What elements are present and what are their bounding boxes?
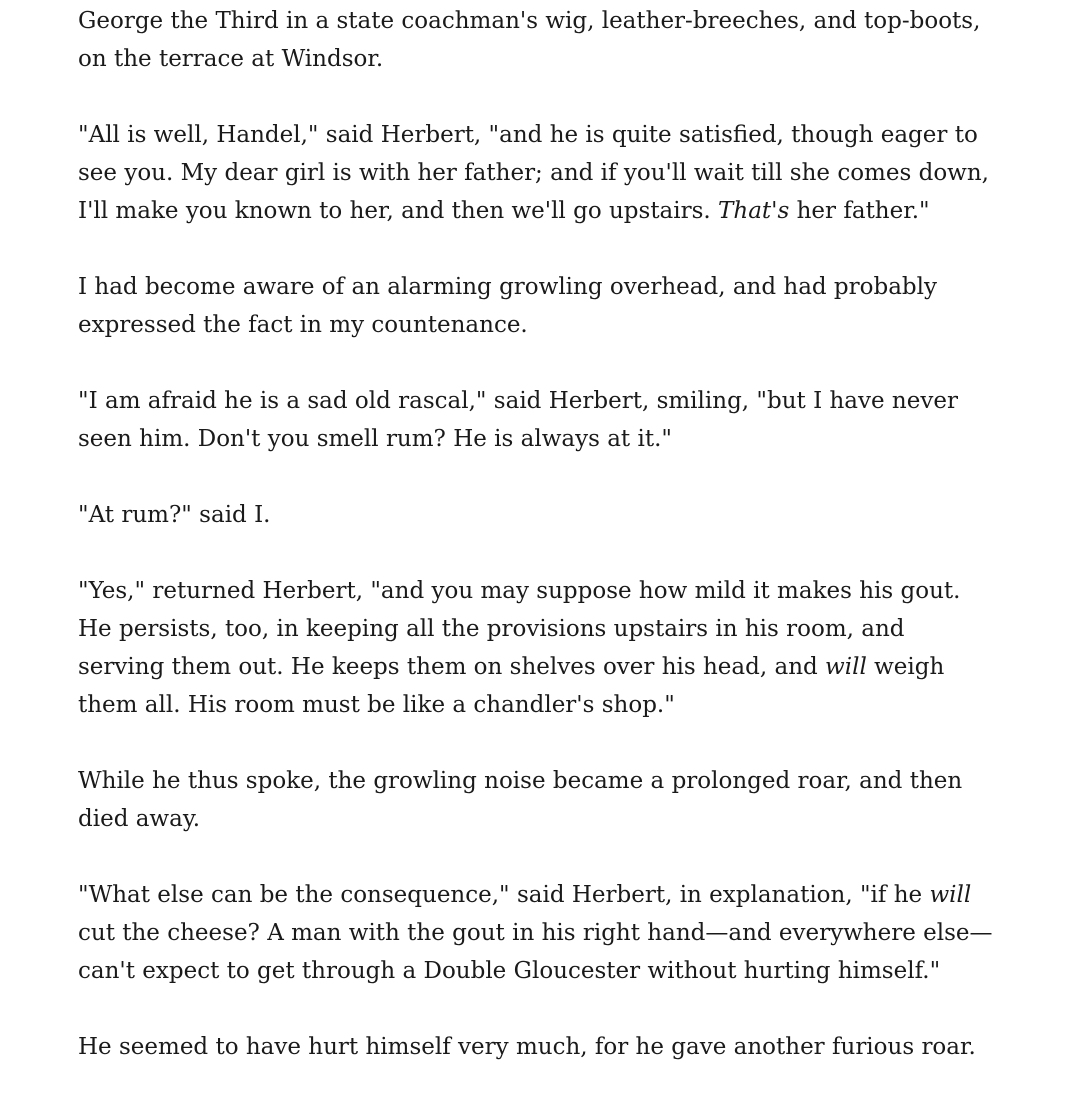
text-run: them all. His room must be like a chandler's shop." [78, 692, 675, 718]
italic-run: That's [718, 198, 790, 224]
paragraph [78, 496, 1018, 534]
text-run: seen him. Don't you smell rum? He is always at it." [78, 426, 672, 452]
text-line [78, 572, 1018, 610]
text-line [78, 762, 1018, 800]
text-run: "At rum?" said I. [78, 502, 271, 528]
text-run: weigh [866, 654, 945, 680]
text-line [78, 2, 1018, 40]
text-run: I'll make you known to her, and then we'll go upstairs. [78, 198, 719, 224]
text-run: "What else can be the consequence," said Herbert, in explanation, "if he [78, 882, 930, 908]
text-line [78, 382, 1018, 420]
text-run: While he thus spoke, the growling noise became a prolonged roar, and then [78, 768, 963, 794]
book-text [78, 2, 1018, 1066]
text-line [78, 914, 1018, 952]
text-run: expressed the fact in my countenance. [78, 312, 528, 338]
paragraph [78, 116, 1018, 230]
text-run: George the Third in a state coachman's wig, leather-breeches, and top-boots, [78, 8, 981, 34]
text-run: "I am afraid he is a sad old rascal," said Herbert, smiling, "but I have never [78, 388, 958, 414]
text-line [78, 610, 1018, 648]
text-line [78, 952, 1018, 990]
text-run: her father." [789, 198, 930, 224]
text-run: He seemed to have hurt himself very much, for he gave another furious roar. [78, 1034, 976, 1060]
text-line [78, 648, 1018, 686]
text-run: on the terrace at Windsor. [78, 46, 384, 72]
text-line [78, 800, 1018, 838]
text-run: can't expect to get through a Double Gloucester without hurting himself." [78, 958, 941, 984]
text-line [78, 40, 1018, 78]
paragraph [78, 762, 1018, 838]
text-line [78, 686, 1018, 724]
text-run: serving them out. He keeps them on shelves over his head, and [78, 654, 826, 680]
text-line [78, 306, 1018, 344]
text-run: "Yes," returned Herbert, "and you may suppose how mild it makes his gout. [78, 578, 961, 604]
paragraph [78, 268, 1018, 344]
text-run: "All is well, Handel," said Herbert, "and he is quite satisfied, though eager to [78, 122, 978, 148]
text-line [78, 154, 1018, 192]
italic-run: will [825, 654, 867, 680]
text-line [78, 496, 1018, 534]
paragraph [78, 382, 1018, 458]
text-line [78, 420, 1018, 458]
text-run: He persists, too, in keeping all the provisions upstairs in his room, and [78, 616, 905, 642]
paragraph [78, 1028, 1018, 1066]
paragraph [78, 2, 1018, 78]
text-run: died away. [78, 806, 201, 832]
text-line [78, 876, 1018, 914]
paragraph [78, 572, 1018, 724]
text-line [78, 116, 1018, 154]
paragraph [78, 876, 1018, 990]
text-line [78, 268, 1018, 306]
text-run: cut the cheese? A man with the gout in his right hand—and everywhere else— [78, 920, 993, 946]
reader-page[interactable] [78, 0, 1018, 1104]
text-run: see you. My dear girl is with her father; and if you'll wait till she comes down, [78, 160, 989, 186]
text-line [78, 192, 1018, 230]
text-line [78, 1028, 1018, 1066]
italic-run: will [929, 882, 972, 908]
text-run: I had become aware of an alarming growling overhead, and had probably [78, 274, 938, 300]
